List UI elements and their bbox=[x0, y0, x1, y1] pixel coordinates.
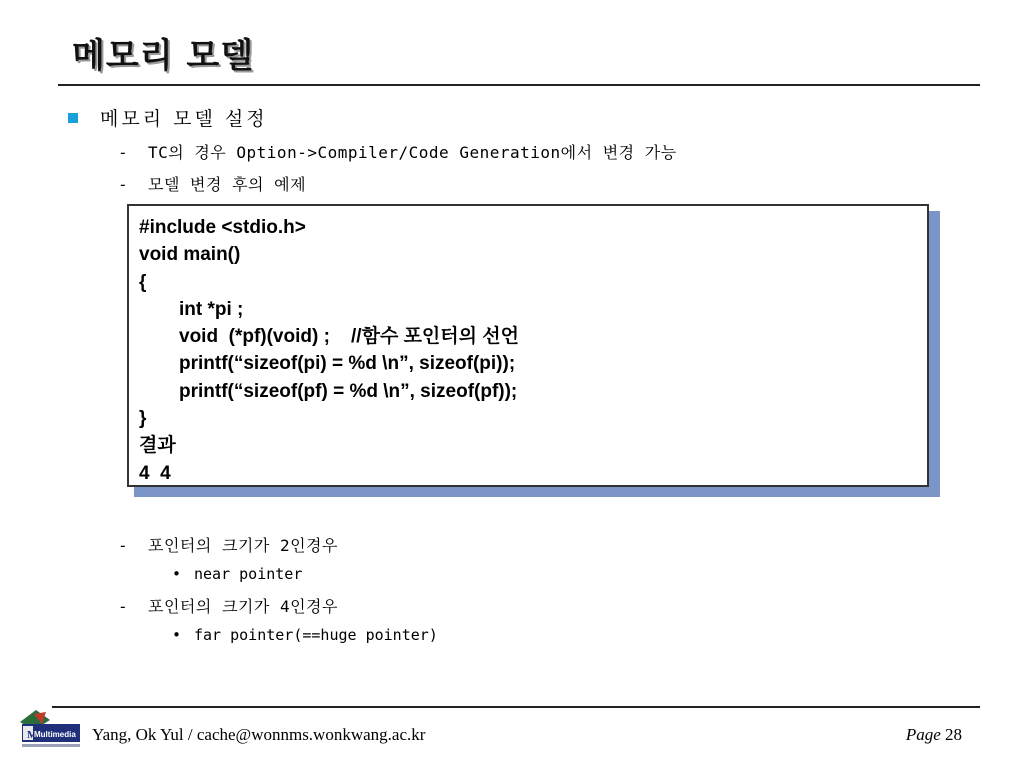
code-line: printf(“sizeof(pi) = %d \n”, sizeof(pi)); bbox=[179, 353, 516, 375]
code-line: int *pi ; bbox=[179, 298, 244, 320]
main-bullet-text: 메모리 모델 설정 bbox=[100, 108, 268, 130]
dash-marker: - bbox=[118, 143, 129, 162]
code-line: void main() bbox=[139, 244, 241, 266]
code-line: printf(“sizeof(pf) = %d \n”, sizeof(pf)); bbox=[179, 380, 518, 402]
code-line: { bbox=[139, 271, 147, 293]
code-box bbox=[127, 204, 929, 487]
title-divider bbox=[58, 84, 980, 86]
sub-bullet-1 bbox=[118, 140, 677, 163]
dash-marker: - bbox=[118, 597, 129, 616]
code-line: #include <stdio.h> bbox=[139, 217, 306, 238]
sub-bullet-4 bbox=[118, 594, 338, 617]
svg-text:M: M bbox=[27, 729, 38, 741]
dash-marker: - bbox=[118, 175, 129, 194]
slide-title: 메모리 모델 bbox=[72, 36, 255, 76]
sub-sub-bullet-2-text: far pointer(==huge pointer) bbox=[194, 626, 438, 644]
sub-bullet-3 bbox=[118, 533, 338, 556]
code-line: 결과 bbox=[139, 435, 176, 457]
page-number bbox=[906, 725, 962, 745]
sub-bullet-2-text: 모델 변경 후의 예제 bbox=[148, 175, 307, 194]
sub-sub-bullet-1-text: near pointer bbox=[194, 565, 303, 583]
square-bullet-icon bbox=[68, 113, 78, 123]
dot-marker: • bbox=[172, 626, 182, 644]
sub-bullet-4-text: 포인터의 크기가 4인경우 bbox=[148, 597, 338, 616]
page-label: Page bbox=[905, 725, 941, 744]
main-bullet bbox=[68, 104, 268, 131]
multimedia-logo-icon bbox=[16, 710, 82, 752]
footer-divider bbox=[52, 706, 980, 708]
dot-marker: • bbox=[172, 565, 182, 583]
page-number-value: 28 bbox=[945, 725, 962, 744]
sub-bullet-2 bbox=[118, 172, 306, 195]
code-line: void (*pf)(void) ; //함수 포인터의 선언 bbox=[179, 326, 519, 348]
logo-text: Multimedia bbox=[34, 730, 76, 739]
dash-marker: - bbox=[118, 536, 129, 555]
code-line: 4 4 bbox=[139, 462, 171, 484]
sub-bullet-3-text: 포인터의 크기가 2인경우 bbox=[148, 536, 338, 555]
footer-author: Yang, Ok Yul / cache@wonnms.wonkwang.ac.kr bbox=[92, 725, 426, 744]
code-line: } bbox=[139, 408, 147, 430]
sub-sub-bullet-1 bbox=[172, 565, 302, 583]
sub-sub-bullet-2 bbox=[172, 626, 438, 644]
sub-bullet-1-text: TC의 경우 Option->Compiler/Code Generation에서 변경 가능 bbox=[148, 143, 677, 162]
